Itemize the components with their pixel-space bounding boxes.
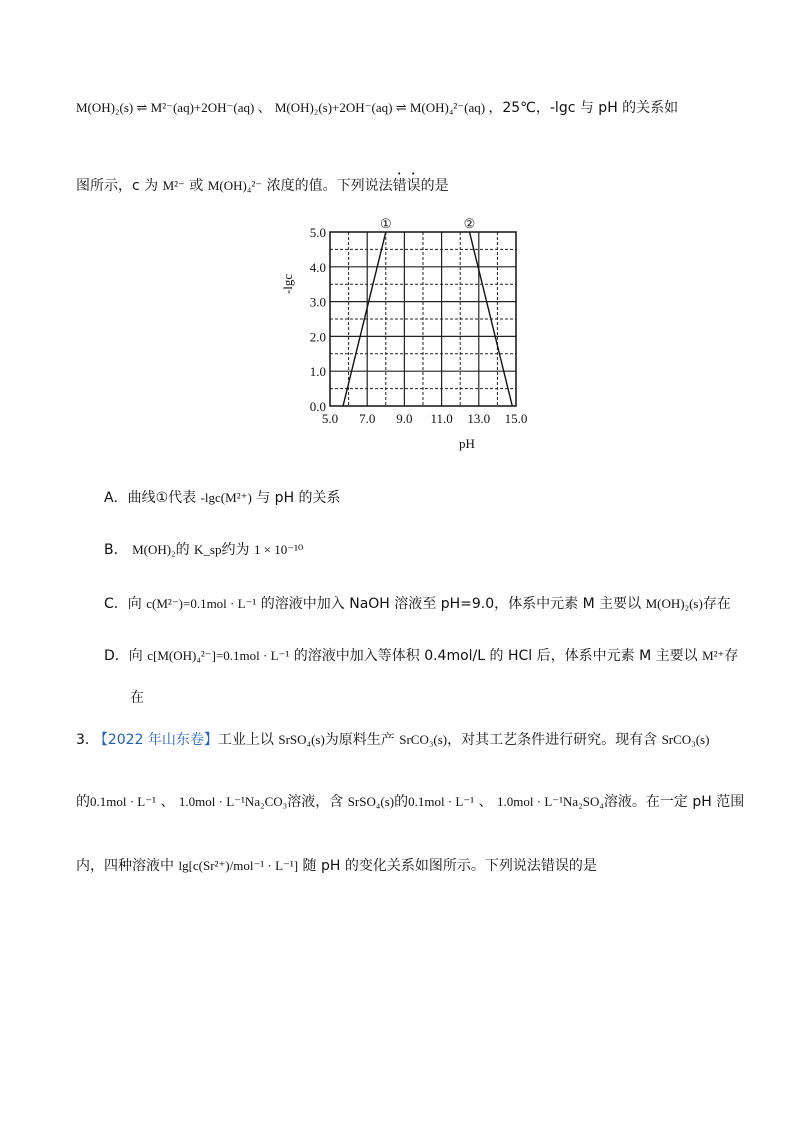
q3-l3-t1: 内，四种溶液中 [76,858,174,874]
q3-l2-f3: SrSO₄(s) [347,794,395,809]
option-a-label: A． [104,490,128,506]
q3-l2-t1: 的 [76,794,90,810]
stem-tail: ，25℃，-lgc 与 pH 的关系如 [488,100,679,116]
option-b[interactable] [104,540,303,560]
series-label-1: ① [379,216,392,231]
eq2-arrow: ⇌ [395,100,407,115]
q2-stem-line1 [76,98,740,118]
option-d-text3: 存 [724,648,739,664]
option-c[interactable] [104,594,731,614]
x-tick-label: 9.0 [396,411,413,426]
y-tick-label: 3.0 [309,294,326,310]
eq2-right: M(OH)₄²⁻(aq) [409,100,486,115]
x-tick-label: 7.0 [359,411,376,426]
option-b-text1: 的 [175,542,190,558]
option-d-text2: 的溶液中加入等体积 0.4mol/L 的 HCl 后，体系中元素 M 主要以 [293,648,698,664]
option-c-label: C． [104,596,128,612]
stem-end: 的是 [420,178,449,194]
y-axis-label: -lgc [280,273,295,295]
q3-line3 [76,856,740,876]
q3-l1-f2: SrCO₃(s) [399,732,448,747]
option-a-text1: 曲线①代表 [127,490,197,506]
eq1-left: M(OH)₂(s) [76,100,134,115]
x-tick-label: 11.0 [430,411,453,426]
q3-line2 [76,792,745,812]
eq1-right: M²⁻(aq)+2OH⁻(aq) [150,100,255,115]
x-tick-label: 15.0 [504,411,528,426]
x-axis-label: pH [459,436,475,451]
option-d-continuation: 在 [130,690,144,706]
q3-l1-t2: 为原料生产 [324,732,395,748]
q3-l1-t3: ，对其工艺条件进行研究。现有含 [447,732,658,748]
y-tick-label: 1.0 [309,364,326,380]
q3-l2-f1: 0.1mol · L⁻¹ [90,794,157,809]
stem-or: 或 [189,178,204,194]
q3-line1 [76,730,740,750]
option-a[interactable] [104,488,341,508]
eq-separator: 、 [257,100,272,116]
option-b-formula1: M(OH)₂ [132,542,176,557]
option-c-text2: 的溶液中加入 NaOH 溶液至 pH=9.0，体系中元素 M 主要以 [260,596,642,612]
q3-l2-t3: 的 [394,794,409,810]
option-b-text2: 约为 [221,542,250,558]
x-tick-label: 5.0 [321,411,339,426]
q3-l2-f2: 1.0mol · L⁻¹Na₂CO₃ [178,794,288,809]
option-b-label: B． [104,542,128,558]
neg-lgc-vs-ph-chart [270,210,530,455]
eq1-arrow: ⇌ [136,100,148,115]
y-tick-label: 5.0 [309,225,326,240]
option-c-text3: 存在 [702,596,731,612]
option-b-value: 1 × 10⁻¹⁰ [253,542,304,557]
option-c-text1: 向 [127,596,142,612]
option-d[interactable] [104,646,738,666]
q3-l3-f1: lg[c(Sr²⁺)/mol⁻¹ · L⁻¹] [178,858,299,873]
q2-stem-line2 [76,170,740,196]
q3-l2-f5: 1.0mol · L⁻¹Na₂SO₄ [497,794,604,809]
series-line-1 [343,232,386,406]
option-a-text2: 与 pH 的关系 [256,490,341,506]
q3-l1-f3: SrCO₃(s) [661,732,710,747]
series-label-2: ② [463,216,476,231]
q3-number: 3. [76,732,90,748]
q3-l2-t4: 溶液。在一定 pH 范围 [603,794,745,810]
stem-emphasis: 错误 [392,178,421,194]
q3-l2-t2: 溶液，含 [287,794,344,810]
y-tick-label: 4.0 [309,259,326,275]
eq2-left: M(OH)₂(s)+2OH⁻(aq) [274,100,393,115]
x-tick-label: 13.0 [467,411,491,426]
option-b-ksp: K_sp [194,542,222,557]
stem-mid: 浓度的值。下列说法 [266,178,393,194]
q3-source[interactable]: 【2022 年山东卷】 [93,732,218,748]
q3-l2-f4: 0.1mol · L⁻¹ [408,794,475,809]
stem-prefix: 图所示，c 为 [76,178,159,194]
y-tick-label: 0.0 [309,399,326,414]
option-c-formula1: c(M²⁻)=0.1mol · L⁻¹ [146,596,257,611]
q3-l1-f1: SrSO₄(s) [278,732,325,747]
option-a-formula: -lgc(M²⁺) [200,490,252,505]
species-m: M²⁻ [162,178,185,193]
option-d-label: D． [104,648,129,664]
q3-l3-t2: 随 pH 的变化关系如图所示。下列说法错误的是 [302,858,597,874]
q3-l2-sep2: 、 [478,794,493,810]
species-moh4: M(OH)₄²⁻ [207,178,263,193]
option-c-formula2: M(OH)₂(s) [645,596,703,611]
q3-l1-t1: 工业上以 [217,732,274,748]
option-d-formula1: c[M(OH)₄²⁻]=0.1mol · L⁻¹ [147,648,290,663]
q3-l2-sep: 、 [160,794,175,810]
option-d-text1: 向 [128,648,143,664]
option-d-formula2: M²⁺ [702,648,725,663]
y-tick-label: 2.0 [309,329,326,345]
